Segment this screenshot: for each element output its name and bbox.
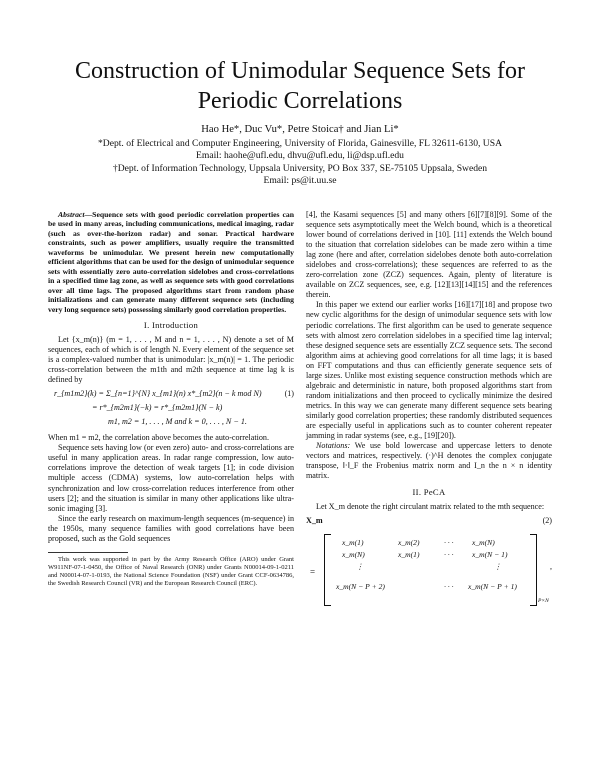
intro-paragraph-4: Since the early research on maximum-length sequences (m-sequence) in the 1950s, many sequence families with good correlations have been proposed, such as the Gold sequences [48, 513, 294, 543]
abstract-text: —Sequence sets with good periodic correlation properties can be used in many areas, including communications, medical imaging, radar (such as over-the-horizon radar) and sonar. Practical hardware constraints, such as power amplifiers, usually require the transmitted waveforms be unimodular. We present herein new computationally efficient algorithms that can be used for the design of unimodular sequence sets with essentially zero auto-correlation sidelobes and cross-correlations in a specified time lag zone, as well as sequence sets with good correlations over all time lags. The proposed algorithms start from random phase initializations and can generate many different sequence sets (including very long sequence sets) possessing similarly good correlation properties. [48, 210, 294, 314]
equation-2-lhs: X_m [306, 516, 323, 526]
equation-1-line-3-text: m1, m2 = 1, . . . , M and k = 0, . . . , N − 1. [108, 417, 247, 427]
affiliation-2: †Dept. of Information Technology, Uppsala University, PO Box 337, SE-75105 Uppsala, Sweden [112, 162, 488, 174]
right-column [306, 210, 552, 606]
section-heading-introduction: I. Introduction [143, 319, 199, 330]
equation-1-line-2 [48, 403, 294, 417]
notations-paragraph [306, 441, 552, 481]
matrix-right-bracket [530, 534, 537, 606]
matrix-comma: , [550, 562, 552, 572]
equals-sign: = [310, 567, 316, 578]
author-block [40, 124, 560, 188]
paper-title: Construction of Unimodular Sequence Sets for Periodic Correlations [75, 58, 525, 114]
matrix-size-subscript: P×N [538, 598, 549, 605]
footnote: This work was supported in part by the Army Research Office (ARO) under Grant W911NF-07-1-0450, the Office of Naval Research (ONR) under Grants N00014-09-1-0211 and N00014-07-1-0193, the National Science Foundation (NSF) under Grant CCF-0634786, the Swedish Research Council (VR) and the European Research Council (ERC). [48, 555, 294, 587]
matrix-cell: · · · [444, 538, 454, 548]
equation-1-line-1-text: r_{m1m2}(k) = Σ_{n=1}^{N} x_{m1}(n) x*_{m2}(n − k mod N) [54, 389, 262, 399]
equation-1-line-1 [48, 389, 294, 403]
equation-2-header [306, 516, 552, 530]
intro-paragraph-1: Let {x_m(n)} (m = 1, . . . , M and n = 1, . . . , N) denote a set of M sequences, each of which is of length N. Every element of the sequence set is a complex-valued number that is unimodular: |x_m(n)| = 1. The periodic cross-correlation between the m1th and m2th sequence at time lag k is defined by [48, 335, 294, 385]
intro-paragraph-2: When m1 = m2, the correlation above becomes the auto-correlation. [48, 433, 269, 443]
circulant-matrix [306, 532, 552, 606]
matrix-cell: x_m(N) [342, 550, 365, 560]
footnote-rule [48, 552, 128, 553]
matrix-cell: · · · [444, 550, 454, 560]
matrix-cell: x_m(2) [398, 538, 420, 548]
matrix-cell: x_m(1) [398, 550, 420, 560]
left-column [48, 210, 294, 588]
matrix-cell: · · · [444, 582, 454, 592]
email-1: Email: haohe@ufl.edu, dhvu@ufl.edu, li@dsp.ufl.edu [196, 150, 404, 161]
matrix-cell: ⋮ [356, 562, 364, 572]
matrix-cell: ⋮ [494, 562, 502, 572]
matrix-cell: x_m(1) [342, 538, 364, 548]
section-heading-peca: II. PeCA [412, 487, 446, 498]
affiliation-1: *Dept. of Electrical and Computer Engineering, University of Florida, Gainesville, FL 32611-6130, USA [97, 137, 502, 149]
matrix-cell: x_m(N − P + 2) [336, 582, 385, 592]
equation-1-line-2-text: = r*_{m2m1}(−k) = r*_{m2m1}(N − k) [92, 403, 223, 413]
author-names: Hao He*, Duc Vu*, Petre Stoica† and Jian Li* [201, 124, 399, 135]
abstract-label: Abstract [58, 210, 85, 219]
matrix-cell: x_m(N) [472, 538, 495, 548]
email-2: Email: ps@it.uu.se [263, 175, 337, 186]
intro-paragraph-3: Sequence sets having low (or even zero) auto- and cross-correlations are useful in many application areas. In radar range compression, low auto-correlations improve the detection of weak targets [1]; in code division multiple access (CDMA) systems, low auto-correlation helps with synchronization and low cross-correlation reduces interference from other users [2]; and the situation is similar in many other applications like ultra-sonic imaging [3]. [48, 443, 294, 513]
notations-label: Notations: [316, 441, 351, 451]
matrix-cell: x_m(N − 1) [472, 550, 508, 560]
equation-1-line-3 [48, 417, 294, 431]
notations-text: We use bold lowercase and uppercase letters to denote vectors and matrices, respectively. (·)^H denotes the complex conjugate transpose, ‖·‖_F the Frobenius matrix norm and I_n the n × n identity matrix. [306, 441, 552, 481]
matrix-cell: x_m(N − P + 1) [468, 582, 517, 592]
matrix-left-bracket [324, 534, 331, 606]
abstract [48, 210, 294, 314]
right-paragraph-2: In this paper we extend our earlier works [16][17][18] and propose two new cyclic algorithms for the design of unimodular sequence sets with low periodic correlations. The first algorithm can be used to generate sequence sets with almost zero correlation sidelobes in a specified time lag interval; these designed sequence sets are essentially ZCZ sequence sets. The second algorithm aims at achieving good correlations for all time lags; it is based on FFT computations and thus can efficiently generate sequence sets of large sizes. Unlike most existing sequence construction methods which are algebraic and deterministic in nature, both proposed algorithms start from random initializations and then proceed to cyclically minimize the desired metrics. In this way we can generate many different sequence sets bearing similarly good correlation properties; these randomly distributed sequences are especially useful in applications such as to counter coherent repeater jamming in radar systems (see, e.g., [19][20]). [306, 300, 552, 441]
equation-1-number: (1) [284, 389, 294, 399]
peca-paragraph-1: Let X_m denote the right circulant matrix related to the mth sequence: [316, 502, 545, 512]
equation-2-number: (2) [542, 516, 552, 526]
right-paragraph-1: [4], the Kasami sequences [5] and many others [6][7][8][9]. Some of the sequence sets asymptotically meet the Welch bound, which is a theoretical lower bound of correlations derived in [10]. [11] extends the Welch bound to the situation that correlation sidelobes can be made zero within a time lag zone (here and after, correlation sidelobes denote both auto-correlation sidelobes and cross-correlations); these sequences are referred to as the zero-correlation zone (ZCZ) sequences. Again, plenty of literature is available on ZCZ sequences, see, e.g. [12][13][14][15] and the references therein. [306, 210, 552, 300]
